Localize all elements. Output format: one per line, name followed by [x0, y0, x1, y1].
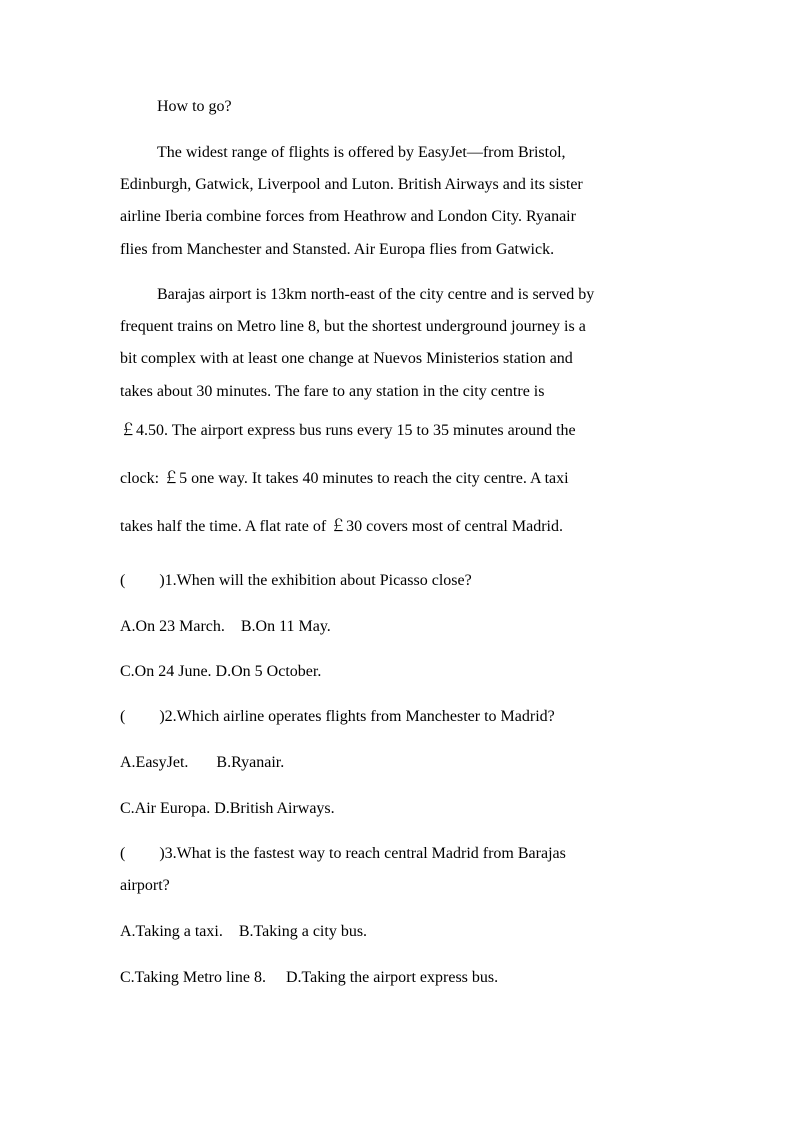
paragraph2-line: ￡4.50. The airport express bus runs every 15 to 35 minutes around the: [120, 422, 576, 439]
question-2-options-ab: A.EasyJet. B.Ryanair.: [120, 754, 285, 771]
question-3-stem-line: [120, 844, 566, 864]
paragraph1-line: flies from Manchester and Stansted. Air Europa flies from Gatwick.: [120, 241, 555, 258]
paragraph2-line: Barajas airport is 13km north-east of the city centre and is served by: [157, 286, 595, 303]
paragraph1-line: airline Iberia combine forces from Heathrow and London City. Ryanair: [120, 208, 576, 225]
paragraph2-line: takes about 30 minutes. The fare to any station in the city centre is: [120, 383, 545, 400]
answer-blank-close: ): [159, 845, 165, 862]
question-1-stem-line: [120, 571, 472, 591]
question-3-options-ab: A.Taking a taxi. B.Taking a city bus.: [120, 923, 368, 940]
paragraph1-line: The widest range of flights is offered by EasyJet—from Bristol,: [157, 144, 566, 161]
section-heading: How to go?: [157, 98, 232, 115]
paragraph2-line: takes half the time. A flat rate of ￡30 covers most of central Madrid.: [120, 518, 563, 535]
question-2-options-cd: C.Air Europa. D.British Airways.: [120, 800, 335, 817]
paragraph1-line: Edinburgh, Gatwick, Liverpool and Luton. British Airways and its sister: [120, 176, 583, 193]
question-3-stem: 3.What is the fastest way to reach central Madrid from Barajas: [164, 845, 566, 862]
question-2-stem-line: [120, 707, 555, 727]
answer-blank-open: (: [120, 708, 126, 725]
question-2-stem: 2.Which airline operates flights from Manchester to Madrid?: [164, 708, 555, 725]
answer-blank-close: ): [159, 572, 165, 589]
answer-blank-close: ): [159, 708, 165, 725]
question-3-stem-continuation: airport?: [120, 877, 170, 894]
answer-blank-open: (: [120, 572, 126, 589]
answer-blank-open: (: [120, 845, 126, 862]
question-1-options-ab: A.On 23 March. B.On 11 May.: [120, 618, 331, 635]
question-1-stem: 1.When will the exhibition about Picasso close?: [164, 572, 472, 589]
paragraph2-line: frequent trains on Metro line 8, but the shortest underground journey is a: [120, 318, 586, 335]
question-1-options-cd: C.On 24 June. D.On 5 October.: [120, 663, 322, 680]
paragraph2-line: clock: ￡5 one way. It takes 40 minutes to reach the city centre. A taxi: [120, 470, 569, 487]
question-3-options-cd: C.Taking Metro line 8. D.Taking the airport express bus.: [120, 969, 499, 986]
paragraph2-line: bit complex with at least one change at Nuevos Ministerios station and: [120, 350, 573, 367]
